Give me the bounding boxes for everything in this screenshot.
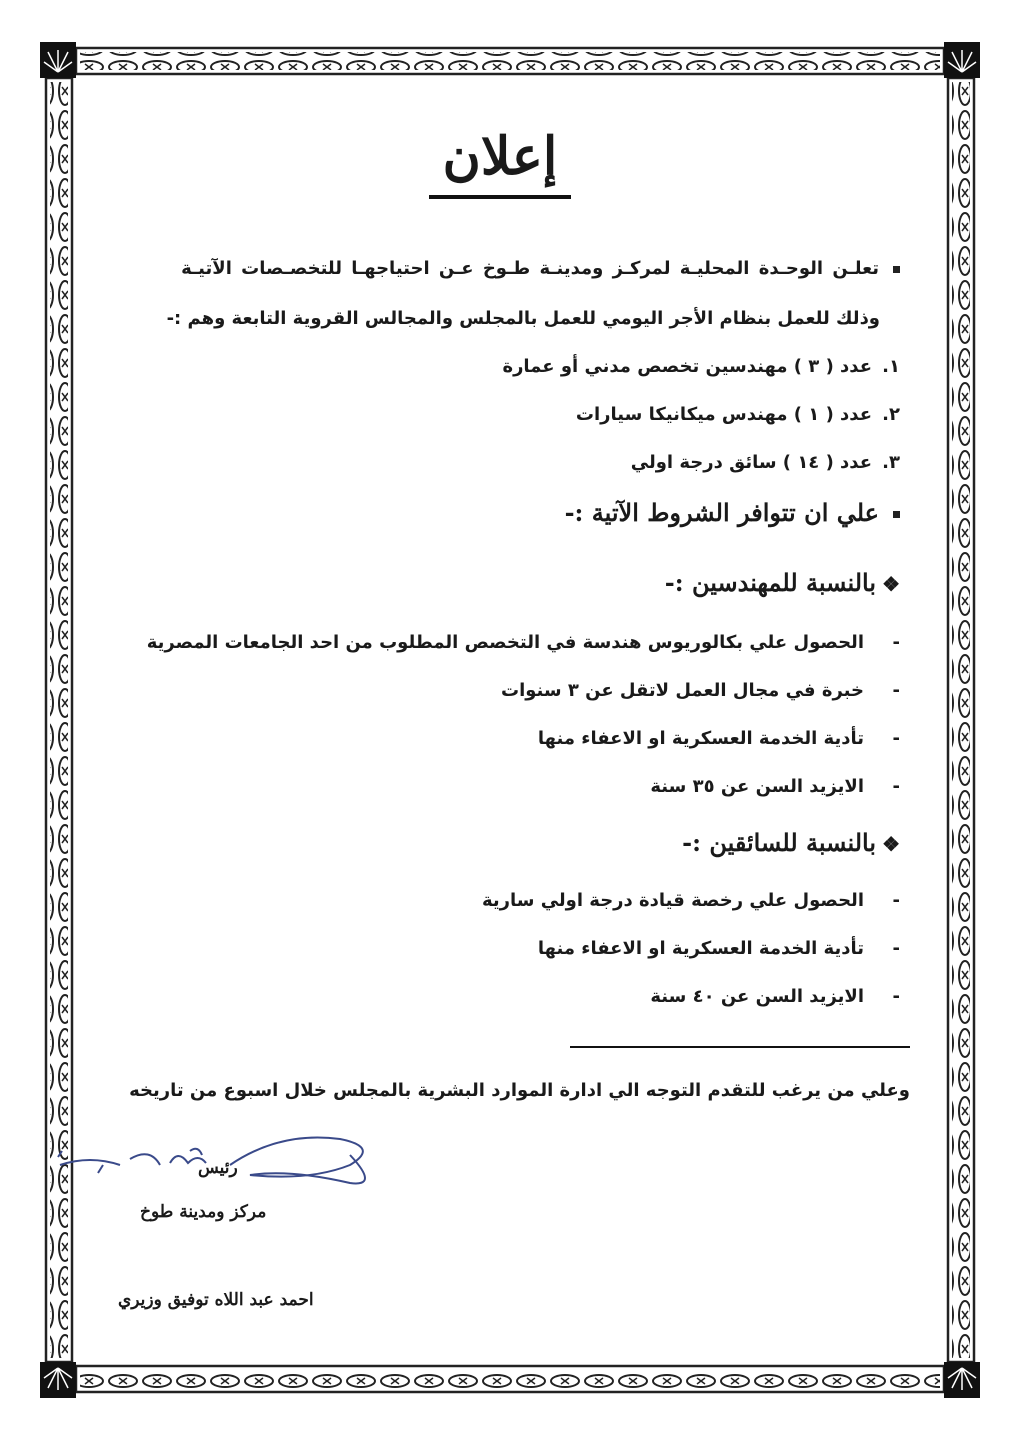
intro-text-2: وذلك للعمل بنظام الأجر اليومي للعمل بالمجلس والمجالس القروية التابعة وهم :- — [166, 308, 880, 329]
position-item — [80, 452, 900, 473]
position-number: ٢. — [882, 404, 900, 425]
position-number: ١. — [882, 356, 900, 377]
intro-line-2 — [80, 308, 880, 329]
engineer-requirement — [80, 632, 900, 653]
requirement-text: الحصول علي بكالوريوس هندسة في التخصص المطلوب من احد الجامعات المصرية — [146, 632, 864, 653]
conditions-heading-text: علي ان تتوافر الشروط الآتية :- — [564, 498, 879, 527]
drivers-heading — [80, 828, 900, 857]
closing-text: وعلي من يرغب للتقدم التوجه الي ادارة الموارد البشرية بالمجلس خلال اسبوع من تاريخه — [129, 1080, 910, 1101]
position-text: عدد ( ١٤ ) سائق درجة اولي — [630, 452, 872, 473]
position-text: عدد ( ١ ) مهندس ميكانيكا سيارات — [575, 404, 872, 425]
position-item — [80, 404, 900, 425]
engineer-requirement — [80, 728, 900, 749]
requirement-text: الحصول علي رخصة قيادة درجة اولي سارية — [481, 890, 864, 911]
drivers-heading-text: بالنسبة للسائقين :- — [682, 828, 877, 857]
signature-title: رئيس — [198, 1158, 238, 1178]
engineer-requirement — [80, 680, 900, 701]
position-text: عدد ( ٣ ) مهندسين تخصص مدني أو عمارة — [502, 356, 872, 377]
requirement-text: الايزيد السن عن ٤٠ سنة — [650, 986, 864, 1007]
intro-text-1: تعلـن الوحـدة المحليـة لمركـز ومدينـة طـوخ عـن احتياجهـا للتخصـصات الآتيـة — [181, 258, 879, 279]
engineer-requirement — [80, 776, 900, 797]
dash-bullet: - — [892, 728, 900, 749]
position-number: ٣. — [882, 452, 900, 473]
handwritten-signature-icon — [50, 1125, 410, 1195]
diamond-bullet-icon: ❖ — [882, 832, 900, 856]
engineers-heading-text: بالنسبة للمهندسين :- — [664, 568, 877, 597]
position-item — [80, 356, 900, 377]
dash-bullet: - — [892, 632, 900, 653]
conditions-heading — [80, 498, 900, 527]
signature-org: مركز ومدينة طوخ — [140, 1202, 267, 1222]
requirement-text: خبرة في مجال العمل لاتقل عن ٣ سنوات — [501, 680, 864, 701]
intro-line-1 — [80, 258, 900, 279]
driver-requirement — [80, 890, 900, 911]
square-bullet-icon — [893, 511, 900, 518]
divider-line — [570, 1046, 910, 1048]
dash-bullet: - — [892, 890, 900, 911]
requirement-text: تأدية الخدمة العسكرية او الاعفاء منها — [537, 938, 864, 959]
announcement-document — [80, 100, 920, 1330]
driver-requirement — [80, 986, 900, 1007]
diamond-bullet-icon: ❖ — [882, 572, 900, 596]
driver-requirement — [80, 938, 900, 959]
closing-statement — [80, 1080, 910, 1101]
title-text: إعلان — [429, 128, 572, 199]
requirement-text: الايزيد السن عن ٣٥ سنة — [650, 776, 864, 797]
square-bullet-icon — [893, 266, 900, 273]
requirement-text: تأدية الخدمة العسكرية او الاعفاء منها — [537, 728, 864, 749]
dash-bullet: - — [892, 680, 900, 701]
dash-bullet: - — [892, 938, 900, 959]
page-title — [80, 128, 920, 199]
engineers-heading — [80, 568, 900, 597]
signature-name: احمد عبد اللاه توفيق وزيري — [118, 1290, 314, 1310]
dash-bullet: - — [892, 986, 900, 1007]
dash-bullet: - — [892, 776, 900, 797]
